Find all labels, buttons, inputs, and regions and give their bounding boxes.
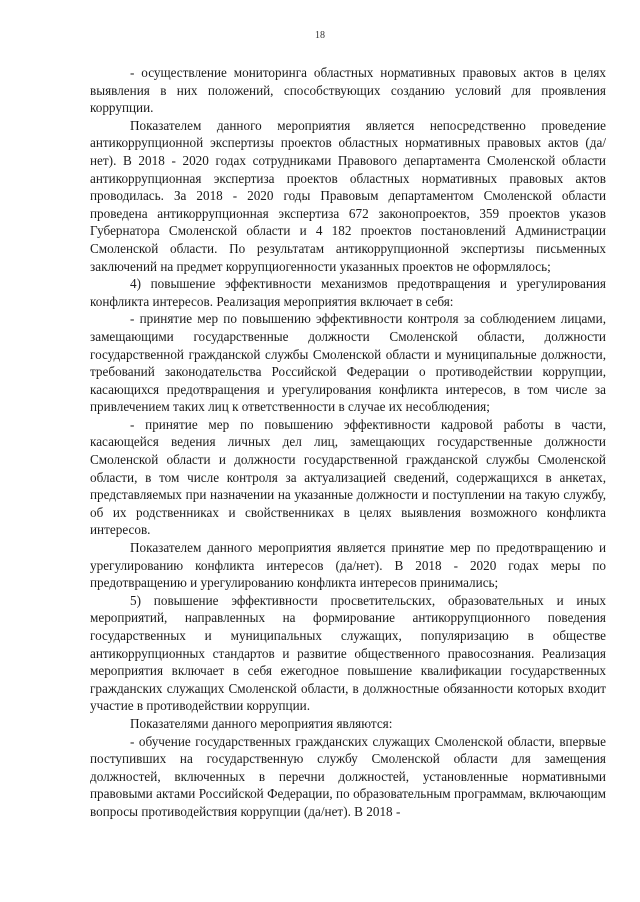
paragraph-control-measures: - принятие мер по повышению эффективности контроля за соблюдением лицами, замещающими государственные должности Смоленской области, должности государственной гражданской службы Смоленской области и муниципальные должности, требований законодательства Российской Федерации о противодействии коррупции, касающихся предотвращения и урегулирования конфликта интересов, в том числе за привлечением таких лиц к ответственности в случае их несоблюдения; [90,311,606,415]
paragraph-conflict-mechanisms: 4) повышение эффективности механизмов предотвращения и урегулирования конфликта интересов. Реализация мероприятия включает в себя: [90,276,606,309]
page-number: 18 [315,30,325,41]
paragraph-conflict-indicator: Показателем данного мероприятия является принятие мер по предотвращению и урегулированию конфликта интересов (да/нет). В 2018 - 2020 годах меры по предотвращению и урегулированию конфликта интересов принимались; [90,540,606,591]
paragraph-training: - обучение государственных гражданских служащих Смоленской области, впервые поступивших на государственную службу Смоленской области для замещения должностей, включенных в перечни должностей, установленные нормативными правовыми актами Российской Федерации, по образовательным программам, включающим вопросы противодействия коррупции (да/нет). В 2018 - [90,733,606,819]
paragraph-education-measures: 5) повышение эффективности просветительских, образовательных и иных мероприятий, направленных на формирование антикоррупционного поведения государственных и муниципальных служащих, популяризацию в обществе антикоррупционных стандартов и развитие общественного правосознания. Реализация мероприятия включает в себя ежегодное повышение квалификации государственных гражданских служащих Смоленской области, в должностные обязанности которых входит участие в противодействии коррупции. [90,592,606,714]
paragraph-monitoring: - осуществление мониторинга областных нормативных правовых актов в целях выявления в них положений, способствующих созданию условий для проявления коррупции. [90,65,606,116]
document-body [90,64,606,821]
paragraph-personnel-work: - принятие мер по повышению эффективности кадровой работы в части, касающейся ведения личных дел лиц, замещающих государственные должности Смоленской области и должности государственной гражданской службы Смоленской области, в том числе контроля за актуализацией сведений, содержащихся в анкетах, представляемых при назначении на указанные должности и поступлении на такую службу, об их родственниках и свойственниках в целях выявления возможного конфликта интересов. [90,416,606,538]
paragraph-expertise-indicator: Показателем данного мероприятия является непосредственно проведение антикоррупционной экспертизы проектов областных нормативных правовых актов (да/нет). В 2018 - 2020 годах сотрудниками Правового департамента Смоленской области антикоррупционная экспертиза проектов областных нормативных правовых актов проводилась. За 2018 - 2020 годы Правовым департаментом Смоленской области проведена антикоррупционная экспертиза 672 законопроектов, 359 проектов указов Губернатора Смоленской области и 4 182 проектов постановлений Администрации Смоленской области. По результатам антикоррупционной экспертизы письменных заключений на предмет коррупциогенности указанных проектов не оформлялось; [90,117,606,274]
paragraph-indicators-heading: Показателями данного мероприятия являются: [130,715,393,731]
